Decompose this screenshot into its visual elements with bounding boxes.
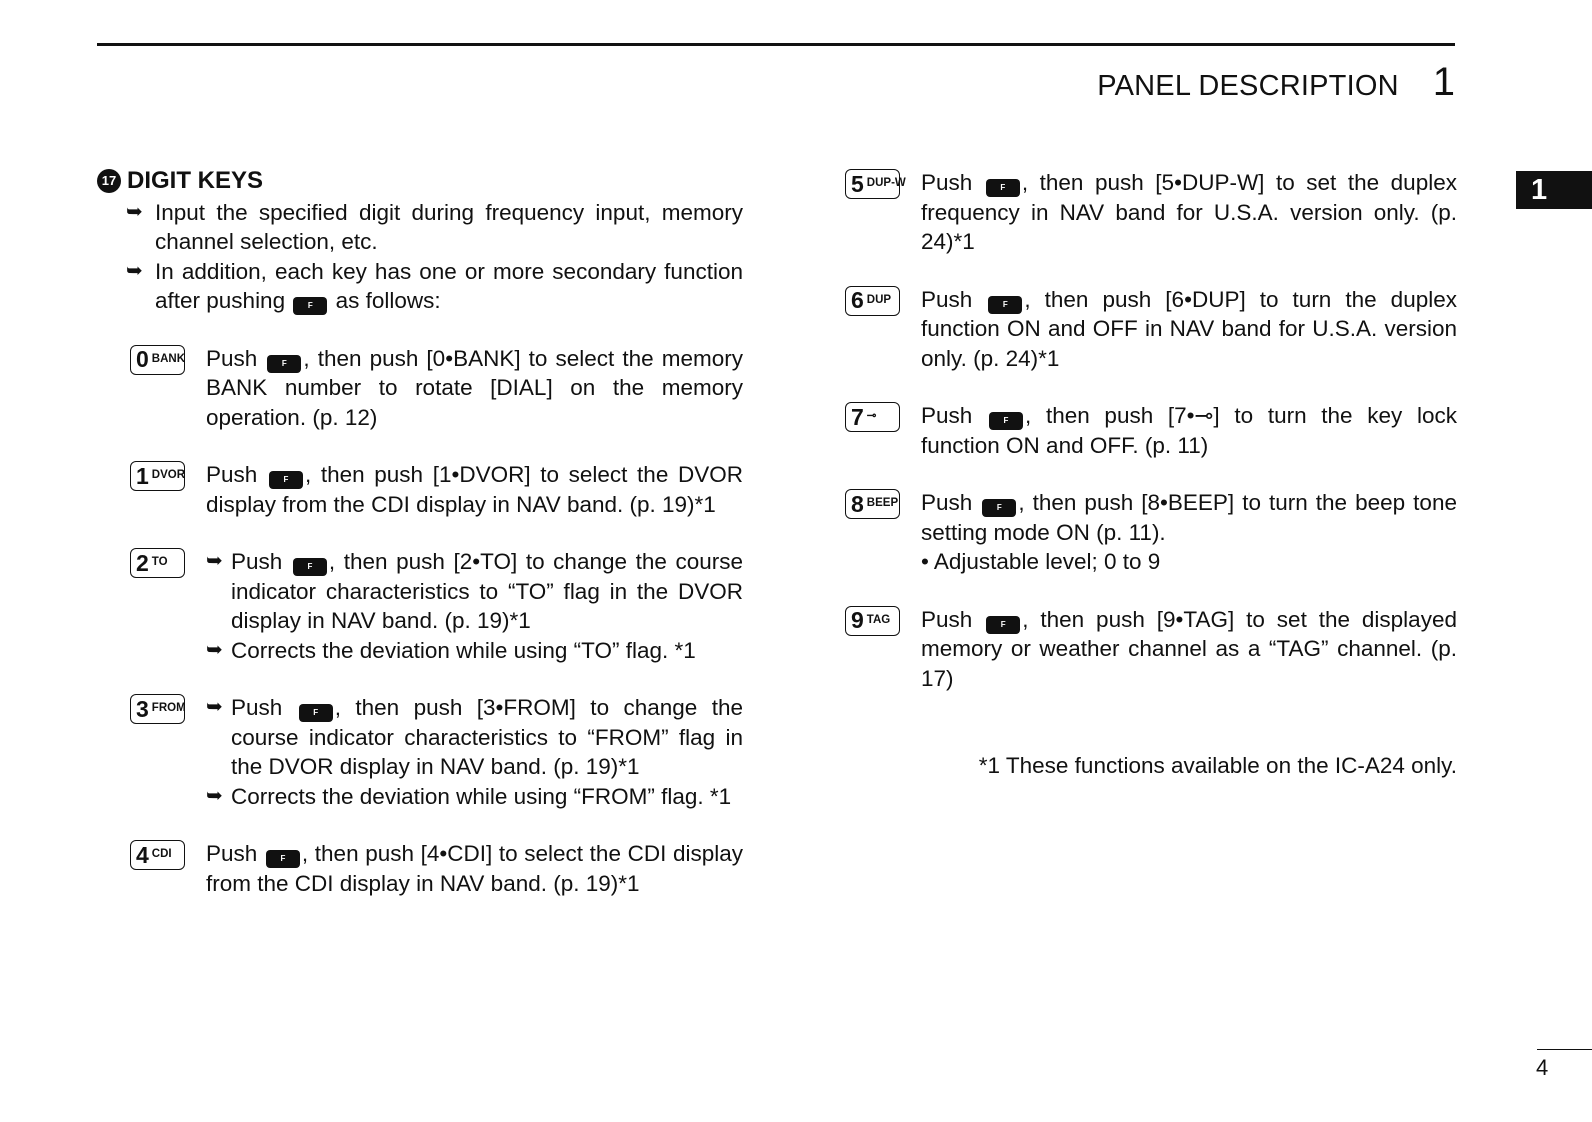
function-key-icon: F [266, 850, 300, 868]
function-key-icon: F [293, 558, 327, 576]
footnote: *1 These functions available on the IC-A24 only. [978, 753, 1457, 778]
key-description: Push F , then push [7•⊸] to turn the key lock function ON and OFF. (p. 11) [921, 403, 1457, 458]
arrow-icon: ➥ [126, 200, 143, 223]
key-entry-2 [97, 547, 743, 665]
key-description: ➥ Push F , then push [2•TO] to change the course indicator characteristics to “TO” flag in the DVOR display in NAV band. (p. 19)*1 ➥ Corrects the deviation while using “TO” flag. *1 [206, 547, 743, 665]
arrow-icon: ➥ [206, 784, 223, 807]
page-header [1097, 60, 1455, 105]
key-entry-4 [97, 839, 743, 898]
function-key-icon: F [986, 179, 1020, 197]
key-description: Push F , then push [6•DUP] to turn the duplex function ON and OFF in NAV band for U.S.A. version only. (p. 24)*1 [921, 286, 1457, 371]
key-8-beep-icon: 8 BEEP [845, 489, 900, 519]
right-column [845, 168, 1457, 781]
section-title: DIGIT KEYS [127, 167, 264, 194]
key-note: • Adjustable level; 0 to 9 [921, 549, 1161, 574]
key-9-tag-icon: 9 TAG [845, 606, 900, 636]
page-number-rule [1537, 1049, 1592, 1050]
key-entry-5 [845, 168, 1457, 257]
function-key-icon: F [267, 355, 301, 373]
key-entry-1 [97, 460, 743, 519]
key-5-dupw-icon: 5 DUP-W [845, 169, 900, 199]
key-0-bank-icon: 0 BANK [130, 345, 185, 375]
key-7-lock-icon: 7 ⊸ [845, 402, 900, 432]
key-1-dvor-icon: 1 DVOR [130, 461, 185, 491]
key-description: ➥ Push F , then push [3•FROM] to change the course indicator characteristics to “FROM” flag in the DVOR display in NAV band. (p. 19)*1 ➥ Corrects the deviation while using “FROM” flag. *1 [206, 693, 743, 811]
arrow-icon: ➥ [206, 550, 223, 572]
arrow-icon: ➥ [126, 259, 143, 282]
arrow-icon: ➥ [206, 696, 223, 718]
left-column [97, 166, 743, 898]
key-description: Push F , then push [1•DVOR] to select the DVOR display from the CDI display in NAV band. (p. 19)*1 [206, 462, 743, 517]
key-description: Push F , then push [9•TAG] to set the displayed memory or weather channel as a “TAG” channel. (p. 17) [921, 606, 1457, 691]
chapter-tab: 1 [1516, 171, 1592, 209]
bullet-item [97, 198, 743, 257]
function-key-icon: F [293, 297, 327, 315]
bullet-item [97, 257, 743, 316]
key-description: Push F , then push [5•DUP-W] to set the duplex frequency in NAV band for U.S.A. version only. (p. 24)*1 [921, 170, 1457, 254]
key-description: Push F , then push [8•BEEP] to turn the beep tone setting mode ON (p. 11). • Adjustable level; 0 to 9 [921, 488, 1457, 577]
key-description: Push F , then push [4•CDI] to select the CDI display from the CDI display in NAV band. (p. 19)*1 [206, 841, 743, 896]
section-number-icon: 17 [97, 169, 121, 193]
key-entry-8 [845, 488, 1457, 577]
page-number: 4 [1536, 1055, 1549, 1080]
arrow-icon: ➥ [206, 638, 223, 661]
bullet-text: In addition, each key has one or more secondary function after pushing F as follows: [155, 258, 743, 313]
header-title: PANEL DESCRIPTION [1097, 70, 1399, 102]
key-2-to-icon: 2 TO [130, 548, 185, 578]
key-3-from-icon: 3 FROM [130, 694, 185, 724]
key-description: Push F , then push [0•BANK] to select the memory BANK number to rotate [DIAL] on the memory operation. (p. 12) [206, 345, 743, 430]
key-6-dup-icon: 6 DUP [845, 286, 900, 316]
function-key-icon: F [299, 704, 333, 722]
key-entry-0 [97, 344, 743, 433]
function-key-icon: F [988, 296, 1022, 314]
key-4-cdi-icon: 4 CDI [130, 840, 185, 870]
key-entry-9 [845, 605, 1457, 694]
function-key-icon: F [269, 471, 303, 489]
function-key-icon: F [989, 412, 1023, 430]
chapter-number: 1 [1432, 60, 1455, 104]
bullet-text: Input the specified digit during frequency input, memory channel selection, etc. [155, 199, 743, 254]
key-entry-3 [97, 693, 743, 811]
section-heading [97, 166, 743, 196]
function-key-icon: F [986, 616, 1020, 634]
header-rule [97, 43, 1455, 46]
key-entry-6 [845, 285, 1457, 374]
function-key-icon: F [982, 499, 1016, 517]
key-entry-7 [845, 401, 1457, 460]
